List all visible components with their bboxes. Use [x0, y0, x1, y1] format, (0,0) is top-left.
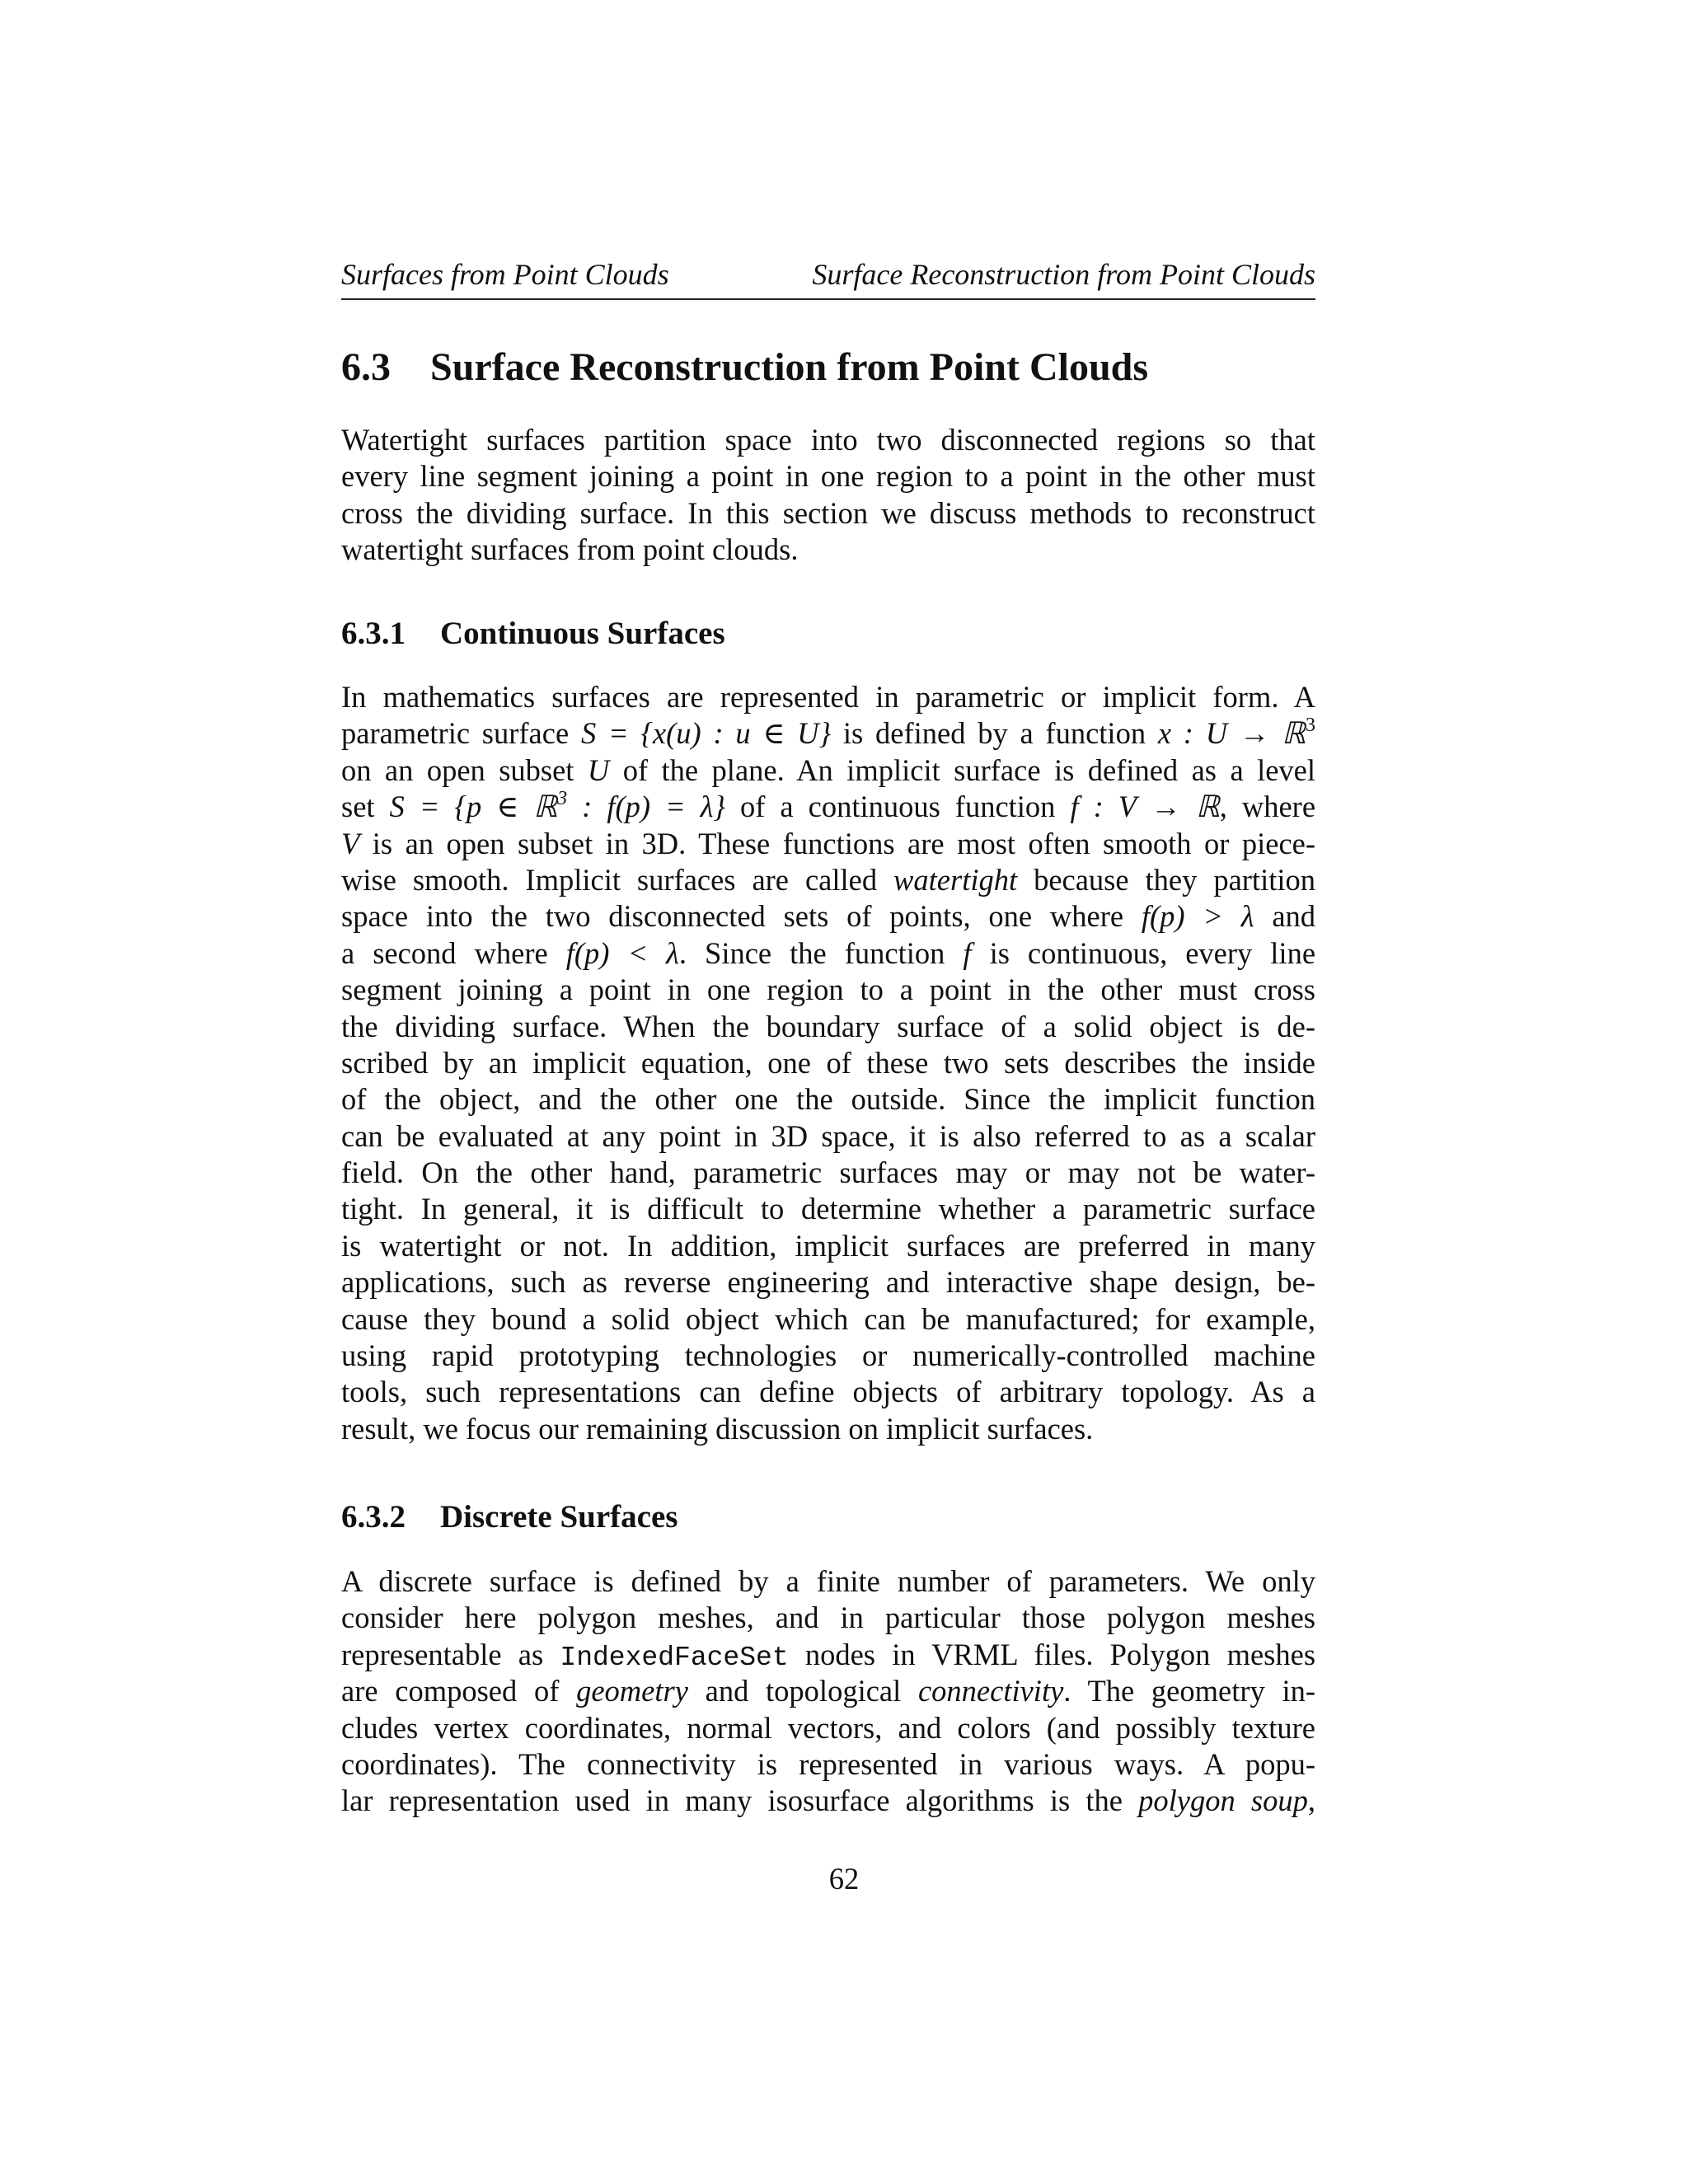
- text-line: representable as IndexedFaceSet nodes in VRML files. Polygon meshes: [341, 1637, 1316, 1673]
- text-line: on an open subset U of the plane. An implicit surface is defined as a level: [341, 752, 1316, 787]
- text-line: is watertight or not. In addition, implicit surfaces are preferred in many: [341, 1228, 1315, 1263]
- math-map-f: f : V → ℝ: [1070, 790, 1220, 824]
- discrete-surfaces-paragraph: [341, 1563, 1315, 1820]
- page-number: 62: [828, 1862, 860, 1896]
- text-line: segment joining a point in one region to a point in the other must cross: [341, 972, 1315, 1007]
- math-level-set: S = {p ∈ ℝ$^3$ : f(p) = λ}: [389, 788, 726, 824]
- subsection-number: 6.3.1: [341, 616, 406, 651]
- text-line: set S = {p ∈ ℝ$^3$ : f(p) = λ} of a continuous function f : V → ℝ, where: [341, 788, 1316, 824]
- text-line: cause they bound a solid object which can be manufactured; for example,: [341, 1301, 1315, 1336]
- text-line: result, we focus our remaining discussion on implicit surfaces.: [341, 1411, 1094, 1446]
- text-line: scribed by an implicit equation, one of these two sets describes the inside: [341, 1045, 1315, 1080]
- header-right: Surface Reconstruction from Point Clouds: [812, 258, 1315, 291]
- subsection-heading: Continuous Surfaces: [440, 616, 725, 651]
- code-indexedfaceset: IndexedFaceSet: [560, 1642, 789, 1673]
- text-line: are composed of geometry and topological connectivity. The geometry in-: [341, 1674, 1316, 1708]
- text-line: tight. In general, it is difficult to determine whether a parametric surface: [341, 1192, 1315, 1226]
- subsection-heading: Discrete Surfaces: [440, 1499, 678, 1535]
- subsection-title-continuous: [341, 615, 725, 652]
- intro-paragraph: [341, 422, 1315, 569]
- text-line: using rapid prototyping technologies or numerically-controlled machine: [341, 1338, 1315, 1373]
- section-title: [341, 344, 1148, 390]
- header-left: Surfaces from Point Clouds: [341, 258, 669, 291]
- text-line: can be evaluated at any point in 3D space, it is also referred to as a scalar: [341, 1118, 1315, 1153]
- running-header: [341, 257, 1315, 300]
- text-line: wise smooth. Implicit surfaces are called watertight because they partition: [341, 862, 1315, 897]
- text-line: A discrete surface is defined by a finite number of parameters. We only: [341, 1564, 1315, 1598]
- text-line: space into the two disconnected sets of points, one where f(p) > λ and: [341, 899, 1316, 934]
- text-line: cross the dividing surface. In this section we discuss methods to reconstruct: [341, 495, 1315, 530]
- text-line: applications, such as reverse engineering and interactive shape design, be-: [341, 1265, 1315, 1300]
- math-map-x: x : U → ℝ: [1157, 716, 1306, 751]
- text-line: coordinates). The connectivity is represented in various ways. A popu-: [341, 1746, 1315, 1781]
- text-line: lar representation used in many isosurface algorithms is the polygon soup,: [341, 1783, 1315, 1818]
- text-line: watertight surfaces from point clouds.: [341, 532, 799, 567]
- text-line: a second where f(p) < λ. Since the function f is continuous, every line: [341, 935, 1316, 970]
- section-number: 6.3: [341, 345, 391, 389]
- section-heading: Surface Reconstruction from Point Clouds: [430, 345, 1149, 389]
- text-line: cludes vertex coordinates, normal vectors, and colors (and possibly texture: [341, 1710, 1315, 1745]
- continuous-surfaces-paragraph: [341, 679, 1315, 1447]
- text-line: of the object, and the other one the outside. Since the implicit function: [341, 1082, 1315, 1117]
- subsection-number: 6.3.2: [341, 1499, 406, 1535]
- text-line: the dividing surface. When the boundary surface of a solid object is de-: [341, 1009, 1315, 1043]
- subsection-title-discrete: [341, 1498, 678, 1535]
- text-line: In mathematics surfaces are represented in parametric or implicit form. A: [341, 680, 1315, 714]
- math-parametric-set: S = {x(u) : u ∈ U}: [580, 716, 832, 751]
- text-line: field. On the other hand, parametric surfaces may or may not be water-: [341, 1155, 1315, 1190]
- text-line: V is an open subset in 3D. These functions are most often smooth or piece-: [341, 826, 1316, 860]
- text-line: consider here polygon meshes, and in particular those polygon meshes: [341, 1601, 1315, 1635]
- text-line: Watertight surfaces partition space into two disconnected regions so that: [341, 423, 1315, 457]
- text-line: every line segment joining a point in one region to a point in the other must: [341, 459, 1315, 494]
- text-line: parametric surface S = {x(u) : u ∈ U} is defined by a function x : U → ℝ$^3$: [341, 715, 1316, 751]
- text-line: tools, such representations can define objects of arbitrary topology. As a: [341, 1375, 1315, 1409]
